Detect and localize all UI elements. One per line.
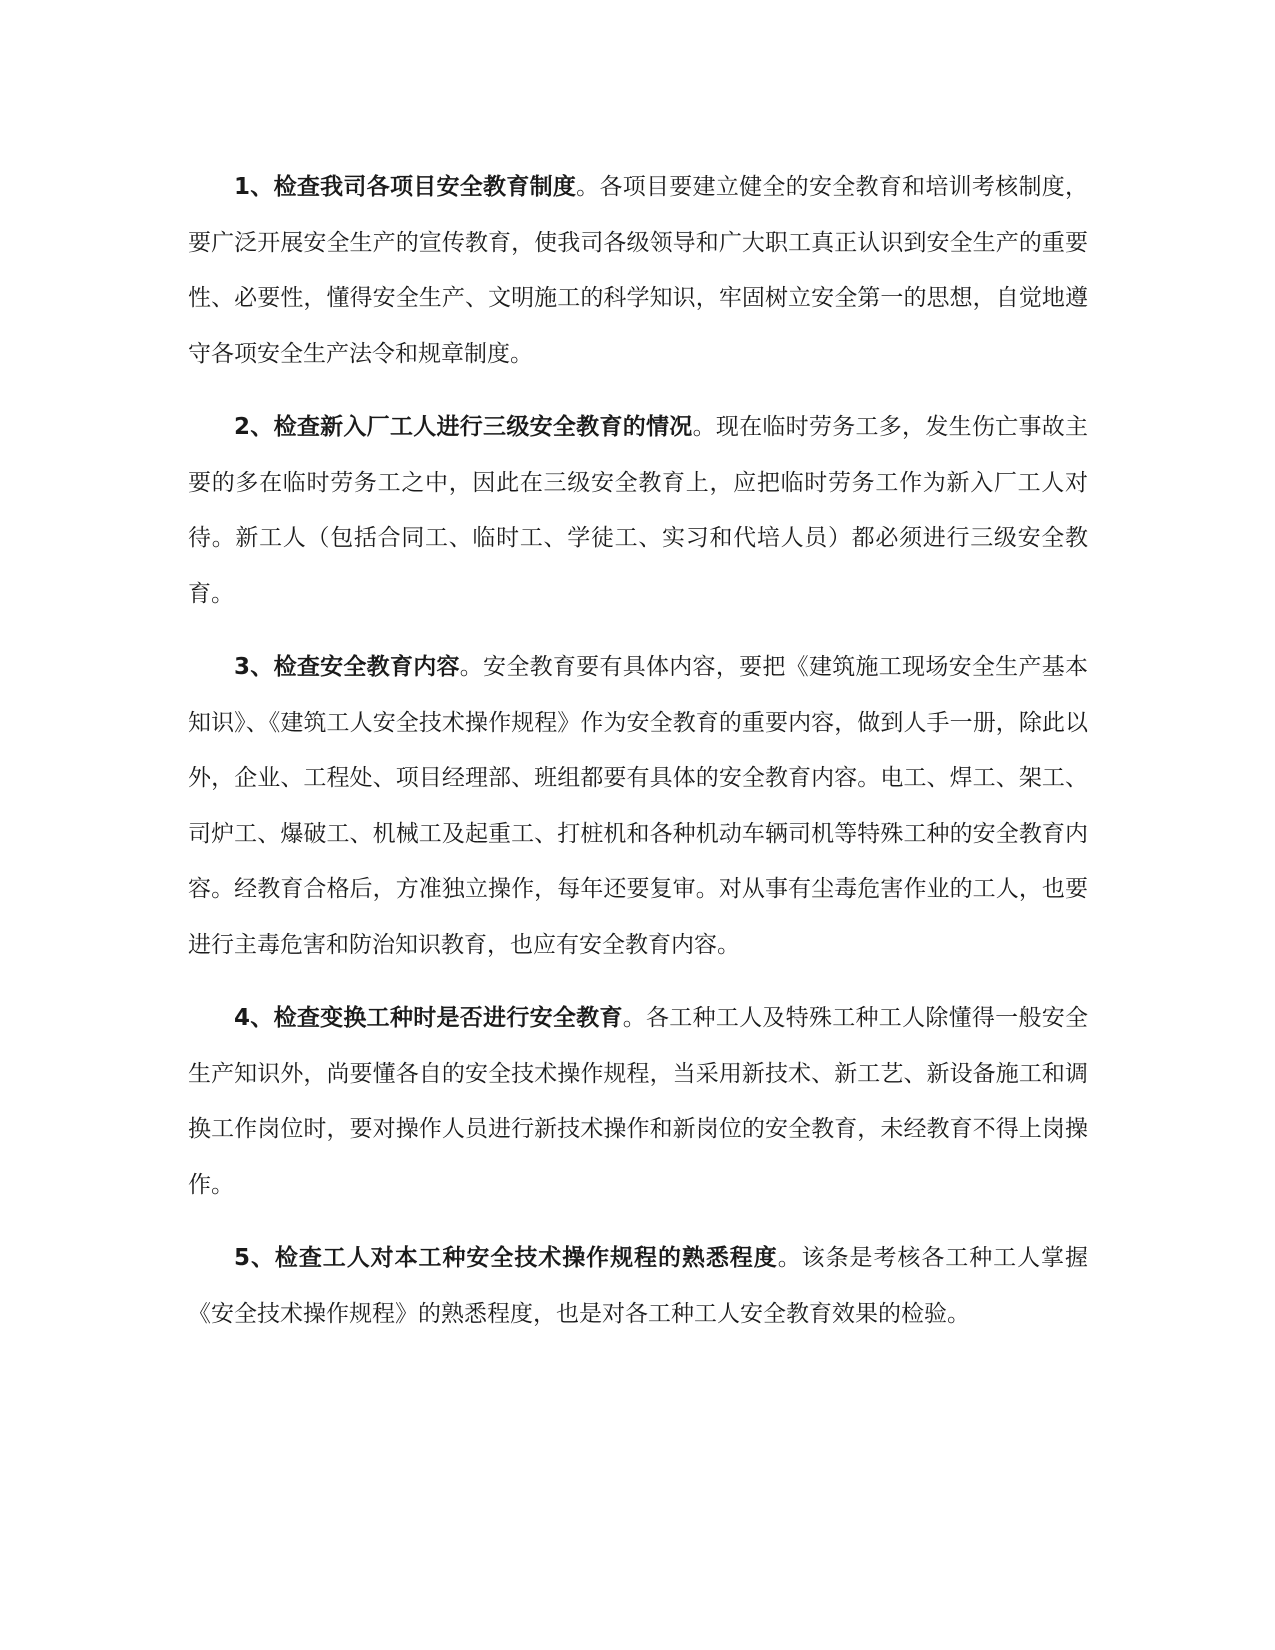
paragraph-heading: 检查变换工种时是否进行安全教育 <box>273 1005 623 1031</box>
paragraph-number: 1、 <box>234 174 274 200</box>
paragraph-body: 。现在临时劳务工多，发生伤亡事故主要的多在临时劳务工之中，因此在三级安全教育上，应把临时劳务工作为新入厂工人对待。新工人（包括合同工、临时工、学徒工、实习和代培人员）都必须进行三级安全教育。 <box>188 414 1088 607</box>
paragraph-heading: 检查我司各项目安全教育制度 <box>273 174 577 200</box>
paragraph-3 <box>188 640 1088 973</box>
paragraph-1 <box>188 160 1088 382</box>
paragraph-number: 3、 <box>234 654 274 680</box>
paragraph-body: 。各工种工人及特殊工种工人除懂得一般安全生产知识外，尚要懂各自的安全技术操作规程，当采用新技术、新工艺、新设备施工和调换工作岗位时，要对操作人员进行新技术操作和新岗位的安全教育，未经教育不得上岗操作。 <box>188 1005 1089 1198</box>
paragraph-body: 。该条是考核各工种工人掌握《安全技术操作规程》的熟悉程度，也是对各工种工人安全教育效果的检验。 <box>188 1245 1088 1327</box>
paragraph-body: 。各项目要建立健全的安全教育和培训考核制度，要广泛开展安全生产的宣传教育，使我司各级领导和广大职工真正认识到安全生产的重要性、必要性，懂得安全生产、文明施工的科学知识，牢固树立安全第一的思想，自觉地遵守各项安全生产法令和规章制度。 <box>188 174 1088 367</box>
paragraph-2 <box>188 400 1088 622</box>
document-body <box>188 160 1088 1360</box>
paragraph-heading: 检查工人对本工种安全技术操作规程的熟悉程度 <box>274 1245 778 1271</box>
paragraph-body: 。安全教育要有具体内容，要把《建筑施工现场安全生产基本知识》、《建筑工人安全技术操作规程》作为安全教育的重要内容，做到人手一册，除此以外，企业、工程处、项目经理部、班组都要有具体的安全教育内容。电工、焊工、架工、司炉工、爆破工、机械工及起重工、打桩机和各种机动车辆司机等特殊工种的安全教育内容。经教育合格后，方准独立操作，每年还要复审。对从事有尘毒危害作业的工人，也要进行主毒危害和防治知识教育，也应有安全教育内容。 <box>188 654 1088 958</box>
paragraph-4 <box>188 991 1088 1213</box>
paragraph-5 <box>188 1231 1088 1342</box>
paragraph-number: 4、 <box>234 1005 274 1031</box>
paragraph-heading: 检查新入厂工人进行三级安全教育的情况 <box>273 414 693 440</box>
paragraph-heading: 检查安全教育内容 <box>273 654 460 680</box>
paragraph-number: 2、 <box>234 414 274 440</box>
paragraph-number: 5、 <box>234 1245 275 1271</box>
